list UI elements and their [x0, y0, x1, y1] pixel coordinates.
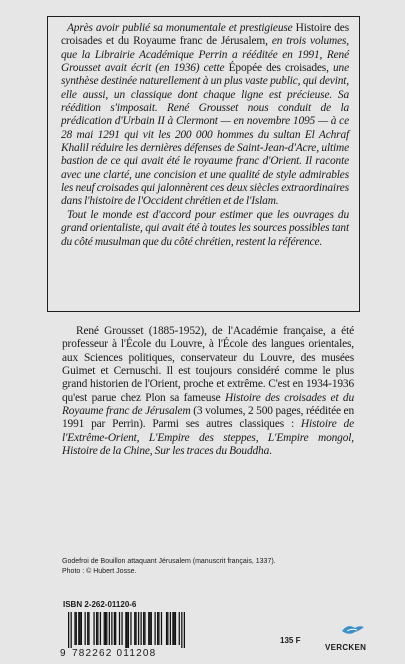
- barcode-bar: [97, 612, 98, 645]
- barcode-bar: [130, 612, 131, 645]
- barcode-bar: [105, 612, 106, 645]
- isbn-label: ISBN 2-262-01120-6: [63, 600, 137, 609]
- barcode-bar: [115, 612, 116, 645]
- blurb-segment: Après avoir publié sa monumentale et prestigieuse: [67, 22, 296, 34]
- barcode-bar: [143, 612, 144, 645]
- bio-titles: Histoire de l'Extrême-Orient, L'Empire des steppes, L'Empire mongol, Histoire de la Chine, Sur les traces du Bouddha: [62, 418, 354, 458]
- bio-segment: (3 volumes, 2 500 pages, rééditée en 1991 par Perrin). Parmi ses autres classiques :: [62, 405, 354, 431]
- ean-barcode: [60, 612, 190, 660]
- barcode-bar: [157, 612, 158, 645]
- bio-segment: René Grousset (1885-1952), de l'Académie française, a été professeur à l'École du Louvre, à l'École des langues orientales, aux Sciences politiques, conservateur du Louvre, des musées Guimet et Cernuschi. Il est toujours considéré comme le plus grand historien de l'Orient, proche et extrême. C'est en 1934-1936 qu'est parue chez Plon sa fameuse: [62, 325, 354, 404]
- barcode-bar: [100, 612, 101, 645]
- blurb-title-epopee: Épopée des croisades: [228, 62, 327, 75]
- barcode-bar: [109, 612, 110, 645]
- bio-segment: .: [269, 445, 272, 458]
- barcode-bar: [88, 612, 89, 645]
- barcode-bar: [93, 612, 94, 645]
- barcode-bar: [167, 612, 168, 645]
- blurb-segment: , en trois volumes, que la Librairie Académique Perrin a rééditée en 1991, René Grousset avait écrit (en 1936) cette: [61, 35, 350, 75]
- barcode-bar: [106, 612, 107, 645]
- caption-photo-credit: Photo : © Hubert Josse.: [62, 568, 137, 575]
- barcode-bar: [85, 612, 86, 645]
- barcode-bar: [76, 612, 77, 645]
- barcode-bar: [170, 612, 171, 645]
- barcode-bar: [119, 612, 120, 645]
- barcode-bar: [140, 612, 141, 645]
- blurb-title-historie: Histoire des croisades et du Royaume franc de Jérusalem: [61, 22, 349, 48]
- barcode-bar: [149, 612, 150, 645]
- barcode-bar: [135, 612, 136, 645]
- blurb-paragraph-2: Tout le monde est d'accord pour estimer que les ouvrages du grand orientaliste, qui avait été à toutes les sources possibles tant du côté musulman que du côté chrétien, restent la référence.: [61, 208, 349, 248]
- barcode-bars: [68, 612, 185, 648]
- barcode-bar: [181, 612, 182, 648]
- author-bio: [62, 325, 354, 458]
- barcode-bar: [71, 612, 72, 648]
- barcode-bar: [68, 612, 69, 648]
- barcode-bar: [74, 612, 75, 645]
- barcode-bar: [154, 612, 155, 645]
- blurb-text: [61, 22, 349, 249]
- blurb-segment: , une synthèse destinée naturellement à un plus vaste public, qui devint, elle aussi, un classique dont chaque ligne est précieuse. Sa réédition s'imposait. René Grousset nous conduit de la prédication d'Urbain II à Clermont — en novembre 1095 — à ce 28 mai 1291 qui vit les 200 000 hommes du sultan El Achraf Khalil réduire les dernières défenses de Saint-Jean-d'Acre, ultime bastion de ce qui avait été le royaume franc d'Orient. Il raconte avec une clarté, une concision et une qualité de style admirables les neuf croisades qui jalonnèrent ces deux siècles extraordinaires dans l'histoire de l'Occident chrétien et de l'Islam.: [61, 62, 349, 208]
- barcode-bar: [172, 612, 173, 645]
- ean-digits: 782262 011208: [72, 648, 157, 659]
- barcode-bar: [96, 612, 97, 645]
- publisher-name: VERCKEN: [325, 643, 367, 652]
- barcode-bar: [175, 612, 176, 645]
- barcode-bar: [104, 612, 105, 645]
- barcode-bar: [127, 612, 128, 648]
- author-bio-paragraph: [62, 325, 354, 458]
- bio-title: Histoire des croisades et du Royaume franc de Jérusalem: [62, 391, 354, 418]
- barcode-bar: [179, 612, 180, 645]
- publisher-logo: [323, 612, 383, 660]
- blurb-paragraph-1: [61, 22, 349, 209]
- barcode-bar: [111, 612, 112, 645]
- barcode-bar: [138, 612, 139, 645]
- barcode-bar: [184, 612, 185, 648]
- barcode-bar: [148, 612, 149, 645]
- caption-line-1: Godefroi de Bouillon attaquant Jérusalem (manuscrit français, 1337).: [62, 558, 276, 565]
- barcode-bar: [79, 612, 80, 645]
- barcode-bar: [161, 612, 162, 645]
- barcode-bar: [128, 612, 129, 648]
- price-label: 135 F: [280, 636, 301, 645]
- barcode-bar: [166, 612, 167, 645]
- cover-illustration-caption: [62, 557, 352, 577]
- barcode-bar: [78, 612, 79, 645]
- barcode-bar: [144, 612, 145, 645]
- barcode-bar: [121, 612, 122, 645]
- barcode-bar: [151, 612, 152, 645]
- barcode-bar: [158, 612, 159, 645]
- barcode-bar: [134, 612, 135, 645]
- ean-first-digit: 9: [60, 648, 66, 659]
- barcode-bar: [174, 612, 175, 645]
- bird-icon: [341, 622, 365, 640]
- barcode-bar: [87, 612, 88, 645]
- barcode-bar: [114, 612, 115, 645]
- barcode-bar: [81, 612, 82, 645]
- barcode-bar: [125, 612, 126, 648]
